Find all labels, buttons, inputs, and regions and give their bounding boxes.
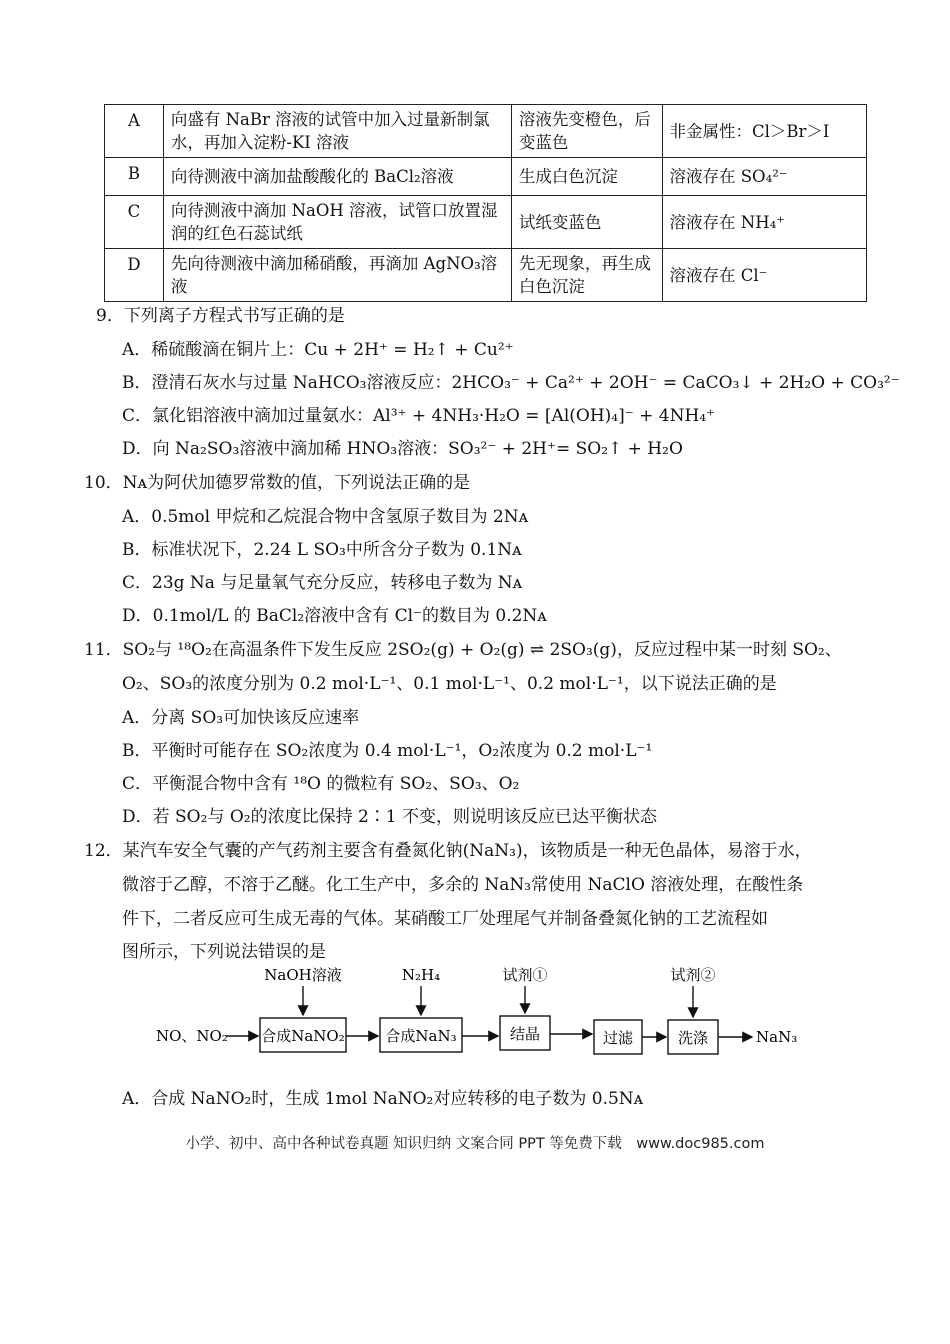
row-operation: 向待测液中滴加 NaOH 溶液，试管口放置湿润的红色石蕊试纸: [163, 196, 511, 249]
flow-n2h4-label: N₂H₄: [401, 966, 441, 984]
ammonium-ion: NH₄⁺: [740, 212, 785, 232]
row-operation: 向盛有 NaBr 溶液的试管中加入过量新制氯水，再加入淀粉-KI 溶液: [163, 105, 511, 158]
q10-option-c: C．23g Na 与足量氧气充分反应，转移电子数为 Nᴀ: [122, 573, 523, 593]
q11-option-d: D．若 SO₂与 O₂的浓度比保持 2∶1 不变，则说明该反应已达平衡状态: [122, 807, 658, 827]
q9-option-d: D．向 Na₂SO₃溶液中滴加稀 HNO₃溶液：SO₃²⁻ + 2H⁺= SO₂↑ + H₂O: [122, 439, 683, 459]
flow-box-synth-nano2-label: 合成NaNO₂: [261, 1027, 345, 1045]
row-letter: B: [105, 158, 164, 196]
q10-option-d: D．0.1mol/L 的 BaCl₂溶液中含有 Cl⁻的数目为 0.2Nᴀ: [122, 606, 547, 626]
flow-box-synth-nan3-label: 合成NaN₃: [385, 1027, 457, 1045]
q12-stem-line1: 12．某汽车安全气囊的产气药剂主要含有叠氮化钠(NaN₃)，该物质是一种无色晶体，易溶于水，: [84, 841, 812, 861]
row-conclusion: 非金属性：Cl＞Br＞I: [662, 105, 867, 158]
flow-output-label: NaN₃: [756, 1028, 798, 1046]
q11-option-a: A．分离 SO₃可加快该反应速率: [122, 708, 360, 728]
row-conclusion: 溶液存在 Cl⁻: [662, 249, 867, 302]
q12-option-a: A．合成 NaNO₂时，生成 1mol NaNO₂对应转移的电子数为 0.5Nᴀ: [122, 1089, 644, 1109]
q12-stem-line4: 图所示，下列说法错误的是: [122, 942, 326, 962]
row-phenomenon: 溶液先变橙色，后变蓝色: [511, 105, 662, 158]
q10-option-a: A．0.5mol 甲烷和乙烷混合物中含氢原子数目为 2Nᴀ: [122, 507, 529, 527]
sulfate-ion: SO₄²⁻: [740, 167, 788, 186]
q9-stem: 9．下列离子方程式书写正确的是: [96, 306, 345, 326]
row-operation: 先向待测液中滴加稀硝酸，再滴加 AgNO₃溶液: [163, 249, 511, 302]
flow-naoh-label: NaOH溶液: [264, 966, 342, 984]
q11-option-c: C．平衡混合物中含有 ¹⁸O 的微粒有 SO₂、SO₃、O₂: [122, 774, 520, 794]
q12-stem-line2: 微溶于乙醇，不溶于乙醚。化工生产中，多余的 NaN₃常使用 NaClO 溶液处理，在酸性条: [122, 875, 804, 895]
row-letter: C: [105, 196, 164, 249]
table-row: [105, 196, 867, 249]
flow-box-crystallize-label: 结晶: [509, 1025, 541, 1043]
row-operation: 向待测液中滴加盐酸酸化的 BaCl₂溶液: [163, 158, 511, 196]
q9-option-b: B．澄清石灰水与过量 NaHCO₃溶液反应：2HCO₃⁻ + Ca²⁺ + 2OH⁻ = CaCO₃↓ + 2H₂O + CO₃²⁻: [122, 373, 900, 393]
row-conclusion: 溶液存在 SO₄²⁻: [662, 158, 867, 196]
flow-reagent1-label: 试剂①: [502, 966, 548, 984]
page-footer: 小学、初中、高中各种试卷真题 知识归纳 文案合同 PPT 等免费下载 www.doc985.com: [185, 1136, 765, 1152]
table-row: [105, 158, 867, 196]
q12-stem-line3: 件下，二者反应可生成无毒的气体。某硝酸工厂处理尾气并制备叠氮化钠的工艺流程如: [122, 909, 768, 929]
flow-box-filter-label: 过滤: [602, 1029, 634, 1047]
table-row: [105, 105, 867, 158]
process-flow-diagram: [150, 962, 810, 1062]
q11-option-b: B．平衡时可能存在 SO₂浓度为 0.4 mol·L⁻¹，O₂浓度为 0.2 mol·L⁻¹: [122, 741, 653, 761]
row-phenomenon: 先无现象，再生成白色沉淀: [511, 249, 662, 302]
flow-box-wash-label: 洗涤: [677, 1029, 709, 1047]
row-letter: D: [105, 249, 164, 302]
row-conclusion: 溶液存在 NH₄⁺: [662, 196, 867, 249]
q10-option-b: B．标准状况下，2.24 L SO₃中所含分子数为 0.1Nᴀ: [122, 540, 522, 560]
q9-option-a: A．稀硫酸滴在铜片上：Cu + 2H⁺ = H₂↑ + Cu²⁺: [122, 340, 514, 360]
row-phenomenon: 试纸变蓝色: [511, 196, 662, 249]
row-letter: A: [105, 105, 164, 158]
experiment-table: [104, 104, 867, 302]
q11-stem-line2: O₂、SO₃的浓度分别为 0.2 mol·L⁻¹、0.1 mol·L⁻¹、0.2 mol·L⁻¹，以下说法正确的是: [122, 674, 777, 694]
q10-stem: 10．Nᴀ为阿伏加德罗常数的值，下列说法正确的是: [84, 473, 471, 493]
flow-reagent2-label: 试剂②: [670, 966, 716, 984]
flow-input-label: NO、NO₂: [156, 1027, 228, 1045]
row-phenomenon: 生成白色沉淀: [511, 158, 662, 196]
q11-stem-line1: 11．SO₂与 ¹⁸O₂在高温条件下发生反应 2SO₂(g) + O₂(g) ⇌ 2SO₃(g)，反应过程中某一时刻 SO₂、: [84, 640, 842, 660]
q9-option-c: C．氯化铝溶液中滴加过量氨水：Al³⁺ + 4NH₃·H₂O = [Al(OH)₄]⁻ + 4NH₄⁺: [122, 406, 716, 426]
table-row: [105, 249, 867, 302]
